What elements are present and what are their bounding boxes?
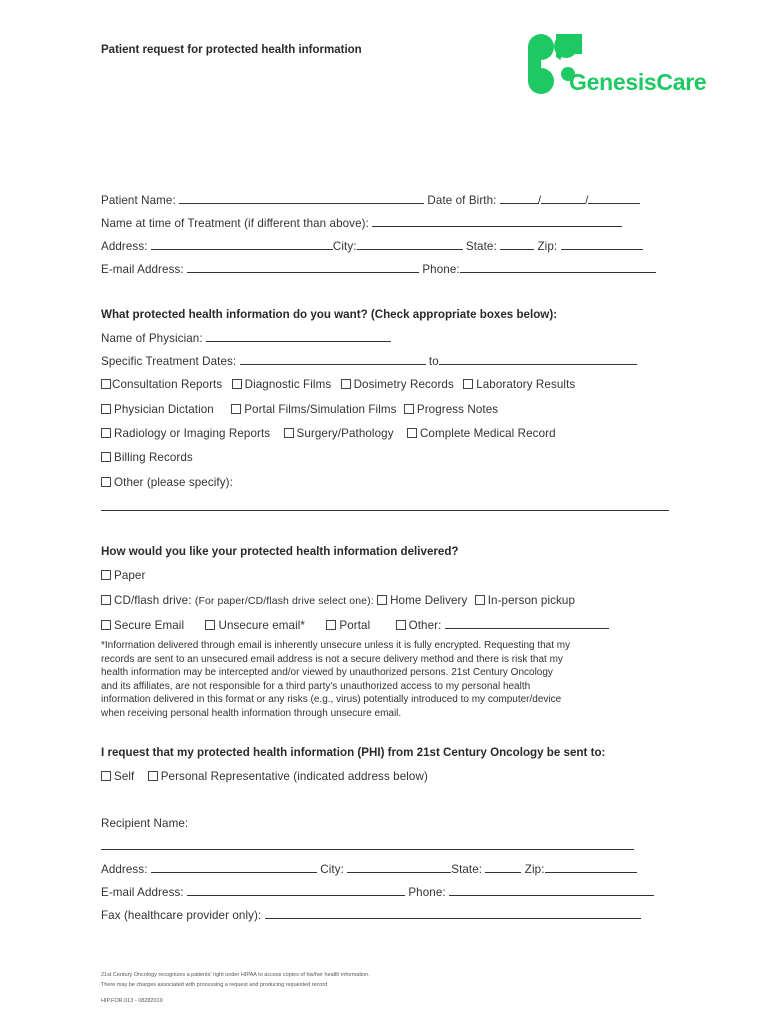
secure-email-checkbox[interactable] (101, 620, 111, 630)
treatment-name-row (101, 216, 622, 230)
other-phi-field[interactable] (101, 510, 669, 511)
treatment-name-label: Name at time of Treatment (if different than above): (101, 217, 369, 230)
home-delivery-label: Home Delivery (390, 594, 468, 607)
dates-to-label: to (428, 355, 439, 368)
portal-films-label: Portal Films/Simulation Films (244, 403, 397, 416)
complete-record-label: Complete Medical Record (419, 427, 556, 440)
email-label: E-mail Address: (101, 263, 184, 276)
consultation-checkbox[interactable] (101, 379, 111, 389)
self-checkbox[interactable] (101, 771, 111, 781)
dob-month-field[interactable] (500, 193, 538, 204)
brand-name: GenesisCare (569, 69, 707, 95)
recipient-email-field[interactable] (187, 885, 405, 896)
patient-name-label: Patient Name: (101, 194, 176, 207)
other-delivery-field[interactable] (445, 618, 609, 629)
representative-label: Personal Representative (indicated address below) (160, 770, 428, 783)
email-field[interactable] (187, 262, 419, 273)
inperson-label: In-person pickup (487, 594, 576, 607)
complete-record-checkbox[interactable] (407, 428, 417, 438)
city-field[interactable] (357, 239, 463, 250)
phone-label: Phone: (422, 263, 460, 276)
recipient-phone-label: Phone: (408, 886, 446, 899)
recipient-zip-label: Zip: (524, 863, 545, 876)
diagnostic-checkbox[interactable] (232, 379, 242, 389)
phone-field[interactable] (460, 262, 656, 273)
other-phi-checkbox[interactable] (101, 477, 111, 487)
recipient-city-label: City: (320, 863, 344, 876)
unsecure-email-label: Unsecure email* (218, 619, 306, 632)
patient-name-field[interactable] (179, 193, 424, 204)
progress-checkbox[interactable] (404, 404, 414, 414)
cd-checkbox[interactable] (101, 595, 111, 605)
recipient-fax-row (101, 908, 641, 922)
patient-email-row (101, 262, 656, 276)
page-title: Patient request for protected health information (101, 44, 362, 56)
portal-films-checkbox[interactable] (231, 404, 241, 414)
delivery-row-2 (101, 594, 575, 607)
dates-from-field[interactable] (240, 354, 426, 365)
billing-checkbox[interactable] (101, 452, 111, 462)
form-code: HIP.FOR.013 - 08282019 (101, 998, 163, 1004)
email-disclaimer (101, 639, 676, 721)
footer-line-2: There may be charges associated with processing a request and producing requested record (101, 982, 328, 988)
dates-label: Specific Treatment Dates: (101, 355, 237, 368)
zip-label: Zip: (537, 240, 558, 253)
recipient-options-row (101, 770, 428, 783)
physician-row (101, 331, 391, 345)
recipient-email-label: E-mail Address: (101, 886, 184, 899)
phi-heading: What protected health information do you want? (Check appropriate boxes below): (101, 308, 558, 321)
other-delivery-checkbox[interactable] (396, 620, 406, 630)
other-phi-label: Other (please specify): (114, 476, 233, 489)
recipient-name-field[interactable] (101, 849, 634, 850)
patient-name-row: Patient Name: Date of Birth: / / (101, 193, 640, 207)
self-label: Self (114, 770, 135, 783)
portal-label: Portal (339, 619, 371, 632)
recipient-zip-field[interactable] (545, 862, 637, 873)
disclaimer-line: information delivered in this format or any risks (e.g., virus) potentially introduced to my computer/device (101, 694, 562, 706)
treatment-dates-row (101, 354, 637, 368)
phi-options-row-5 (101, 476, 233, 489)
address-field[interactable] (151, 239, 333, 250)
footer-line-1: 21st Century Oncology recognizes a patients' right under HIPAA to access copies of his/her health information. (101, 972, 370, 978)
delivery-row-3 (101, 618, 609, 632)
surgery-checkbox[interactable] (284, 428, 294, 438)
secure-email-label: Secure Email (114, 619, 185, 632)
phi-options-row-1 (101, 378, 575, 391)
recipient-fax-field[interactable] (265, 908, 641, 919)
zip-field[interactable] (561, 239, 643, 250)
dob-year-field[interactable] (588, 193, 640, 204)
physician-field[interactable] (206, 331, 391, 342)
laboratory-checkbox[interactable] (463, 379, 473, 389)
disclaimer-line: and its affiliates, are not responsible for a third party's unauthorized access to my personal health (101, 680, 531, 692)
portal-checkbox[interactable] (326, 620, 336, 630)
dictation-label: Physician Dictation (114, 403, 214, 416)
physician-label: Name of Physician: (101, 332, 203, 345)
phi-options-row-2 (101, 403, 498, 416)
recipient-address-label: Address: (101, 863, 148, 876)
state-field[interactable] (500, 239, 534, 250)
disclaimer-line: *Information delivered through email is inherently unsecure unless it is fully encrypted. Requesting that my (101, 640, 571, 651)
cd-note: (For paper/CD/flash drive select one): (194, 595, 374, 607)
recipient-fax-label: Fax (healthcare provider only): (101, 909, 262, 922)
radiology-label: Radiology or Imaging Reports (114, 427, 271, 440)
city-label: City: (332, 240, 357, 253)
surgery-label: Surgery/Pathology (296, 427, 394, 440)
radiology-checkbox[interactable] (101, 428, 111, 438)
recipient-city-field[interactable] (347, 862, 451, 873)
dictation-checkbox[interactable] (101, 404, 111, 414)
delivery-row-1 (101, 569, 145, 582)
delivery-heading: How would you like your protected health information delivered? (101, 545, 459, 558)
disclaimer-line: health information may be intercepted and/or viewed by unauthorized persons. 21st Century Oncology (101, 667, 553, 679)
progress-label: Progress Notes (416, 403, 499, 416)
dob-day-field[interactable] (541, 193, 585, 204)
recipient-name-label: Recipient Name: (101, 817, 189, 830)
billing-label: Billing Records (114, 451, 193, 464)
recipient-address-field[interactable] (151, 862, 317, 873)
cd-label: CD/flash drive: (114, 594, 192, 607)
consultation-label: Consultation Reports (112, 378, 223, 391)
other-delivery-label: Other: (408, 619, 442, 632)
diagnostic-label: Diagnostic Films (244, 378, 332, 391)
recipient-address-row (101, 862, 637, 876)
paper-label: Paper (114, 569, 146, 582)
recipient-heading: I request that my protected health information (PHI) from 21st Century Oncology be sent to: (101, 746, 606, 759)
representative-checkbox[interactable] (148, 771, 158, 781)
inperson-checkbox[interactable] (475, 595, 485, 605)
state-label: State: (465, 240, 497, 253)
dosimetry-label: Dosimetry Records (353, 378, 454, 391)
recipient-email-row (101, 885, 654, 899)
disclaimer-line: when receiving personal health information through unsecure email. (101, 707, 402, 719)
phi-options-row-3 (101, 427, 556, 440)
unsecure-email-checkbox[interactable] (205, 620, 215, 630)
treatment-name-field[interactable] (372, 216, 622, 227)
recipient-state-label: State: (451, 863, 483, 876)
address-label: Address: (101, 240, 148, 253)
disclaimer-line: records are sent to an unsecured email address is not a secure delivery method and there is risk that my (101, 653, 563, 665)
dosimetry-checkbox[interactable] (341, 379, 351, 389)
recipient-state-field[interactable] (485, 862, 521, 873)
paper-checkbox[interactable] (101, 570, 111, 580)
dob-label: Date of Birth: (427, 194, 497, 207)
patient-address-row (101, 239, 643, 253)
recipient-phone-field[interactable] (449, 885, 654, 896)
home-delivery-checkbox[interactable] (377, 595, 387, 605)
laboratory-label: Laboratory Results (476, 378, 576, 391)
phi-options-row-4 (101, 451, 193, 464)
dates-to-field[interactable] (439, 354, 637, 365)
